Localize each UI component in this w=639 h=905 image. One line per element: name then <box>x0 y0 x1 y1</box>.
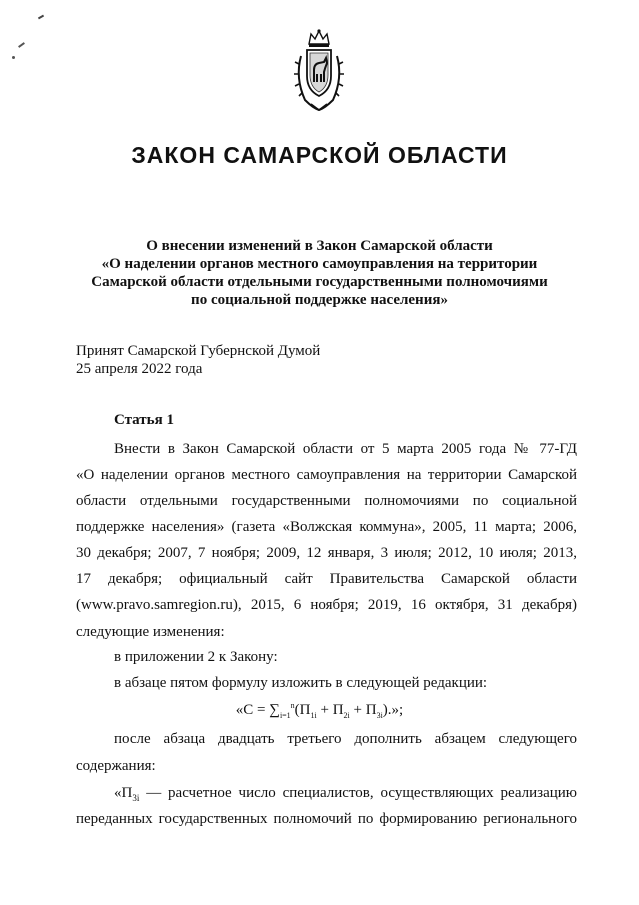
law-title: ЗАКОН САМАРСКОЙ ОБЛАСТИ <box>131 142 508 168</box>
scan-mark <box>18 42 25 48</box>
scan-mark <box>38 15 44 20</box>
subject-line: Самарской области отдельными государственными полномочиями <box>91 274 548 290</box>
formula <box>0 701 639 720</box>
after-paragraph-line: после абзаца двадцать третьего дополнить абзацем следующего <box>114 731 577 747</box>
formula-part: + П <box>316 702 344 718</box>
samara-oblast-coat-of-arms-icon <box>293 28 345 114</box>
quote-part: «П <box>114 785 133 801</box>
formula-sub: 1i <box>310 711 317 720</box>
formula-part: (П <box>294 702 311 718</box>
formula-intro-line: в абзаце пятом формулу изложить в следующей редакции: <box>114 675 488 691</box>
adoption-body: Принят Самарской Губернской Думой <box>76 343 321 359</box>
formula-sub: 3i <box>376 711 383 720</box>
article-intro-last-line: следующие изменения: <box>76 624 225 640</box>
quote-line: переданных государственных полномочий по формированию регионального <box>76 811 577 827</box>
quote-sub: 3i <box>132 793 140 803</box>
formula-sup: n <box>290 701 295 710</box>
formula-part: + П <box>349 702 377 718</box>
quote-part: — расчетное число специалистов, осуществляющих реализацию <box>139 785 577 801</box>
subject-line: по социальной поддержке населения» <box>191 292 448 308</box>
article-intro-line: 17 декабря; официальный сайт Правительства Самарской области <box>76 571 577 587</box>
article-heading: Статья 1 <box>114 412 174 428</box>
formula-sub: i=1 <box>279 711 291 720</box>
formula-part: ).»; <box>382 702 404 718</box>
after-paragraph-line: содержания: <box>76 758 156 774</box>
adoption-date: 25 апреля 2022 года <box>76 361 203 377</box>
article-intro-line: области отдельными государственными полномочиями по социальной <box>76 493 577 509</box>
formula-sub: 2i <box>343 711 350 720</box>
law-subject-title <box>40 237 599 309</box>
article-intro-line: (www.pravo.samregion.ru), 2015, 6 ноября; 2019, 16 октября, 31 декабря) <box>76 597 577 613</box>
adoption-info <box>76 342 320 378</box>
scan-mark <box>12 56 15 59</box>
article-intro-line: Внести в Закон Самарской области от 5 марта 2005 года № 77-ГД <box>114 441 577 457</box>
appendix-line: в приложении 2 к Закону: <box>114 649 278 665</box>
article-intro-line: 30 декабря; 2007, 7 ноября; 2009, 12 января, 3 июля; 2012, 10 июля; 2013, <box>76 545 577 561</box>
subject-line: «О наделении органов местного самоуправления на территории <box>101 256 538 272</box>
subject-line: О внесении изменений в Закон Самарской области <box>146 238 493 254</box>
article-intro-line: «О наделении органов местного самоуправления на территории Самарской <box>76 467 577 483</box>
summation-symbol: ∑ <box>269 702 280 718</box>
quote-line <box>114 785 577 803</box>
formula-part: «С = <box>235 702 270 718</box>
article-intro-line: поддержке населения» (газета «Волжская коммуна», 2005, 11 марта; 2006, <box>76 519 577 535</box>
